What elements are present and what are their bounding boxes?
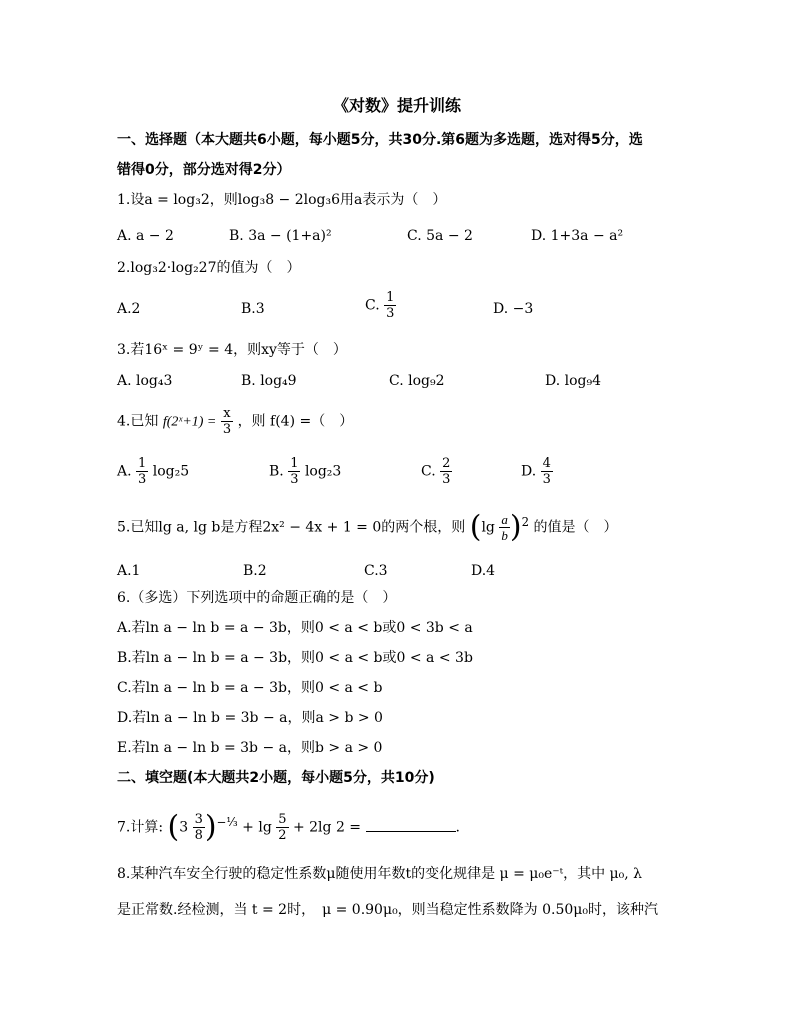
q6-option-d: D.若ln a − ln b = 3b − a，则a > b > 0: [117, 710, 383, 726]
fraction-denominator: 3: [290, 472, 299, 487]
q7-prefix: 7.计算:: [117, 819, 164, 836]
fraction-denominator: 2: [278, 828, 287, 844]
q1-stem: 1.设a = log₃2，则log₃8 − 2log₃6用a表示为（ ）: [117, 192, 447, 208]
q2-option-c-label: C.: [365, 297, 380, 314]
q4-option-a-label: A.: [117, 463, 132, 480]
q2-option-a: A.2: [117, 301, 141, 317]
fraction-numerator: 3: [194, 812, 203, 828]
fraction-denominator: 3: [442, 472, 451, 487]
q4-option-b-tail: log₂3: [304, 463, 342, 480]
q5-option-b: B.2: [243, 563, 267, 579]
fraction-denominator: 8: [194, 828, 203, 844]
fraction-numerator: 5: [278, 812, 287, 828]
q2-option-d: D. −3: [493, 301, 534, 317]
q1-option-a: A. a − 2: [117, 228, 174, 244]
q3-option-b: B. log₄9: [241, 373, 297, 389]
q5-option-d: D.4: [471, 563, 496, 579]
section1-heading-line2: 错得0分，部分选对得2分）: [117, 162, 291, 178]
q7-end: .: [455, 819, 460, 836]
fraction-numerator: a: [501, 512, 508, 528]
q3-option-a: A. log₄3: [117, 373, 173, 389]
q4-option-d: [521, 456, 553, 487]
q3-option-d: D. log₉4: [545, 373, 602, 389]
q6-option-a: A.若ln a − ln b = a − 3b，则0 < a < b或0 < 3b < a: [117, 620, 473, 636]
q4-option-c: [421, 456, 452, 487]
q4-option-b-label: B.: [269, 463, 284, 480]
q6-option-b: B.若ln a − ln b = a − 3b，则0 < a < b或0 < a < 3b: [117, 650, 473, 666]
section1-heading-line1: 一、选择题（本大题共6小题，每小题5分，共30分.第6题为多选题，选对得5分，选: [117, 132, 643, 148]
q4-stem-prefix: 4.已知: [117, 413, 159, 430]
q6-option-c: C.若ln a − ln b = a − 3b，则0 < a < b: [117, 680, 383, 696]
q7-tail: + 2lg 2 =: [292, 819, 362, 836]
q8-line2: 是正常数.经检测，当 t = 2时， μ = 0.90μ₀，则当稳定性系数降为 0.50μ₀时，该种汽: [117, 902, 659, 918]
q3-stem: 3.若16ˣ = 9ʸ = 4，则xy等于（ ）: [117, 342, 347, 358]
q4-option-b: [269, 456, 341, 487]
q7-stem: [117, 809, 460, 845]
fraction-numerator: x: [221, 406, 233, 422]
fraction-denominator: 3: [386, 306, 395, 321]
left-paren-glyph: (: [469, 509, 482, 545]
q7-fraction-2: [276, 812, 288, 843]
q4-option-c-fraction: [440, 456, 452, 487]
q4-option-c-label: C.: [421, 463, 436, 480]
q5-option-c: C.3: [364, 563, 388, 579]
q2-stem: 2.log₃2·log₂27的值为（ ）: [117, 260, 301, 276]
q4-stem-fraction: [221, 406, 233, 437]
q5-stem-fraction: [499, 512, 510, 543]
q5-stem-suffix: 的值是（ ）: [533, 519, 618, 536]
q5-stem: [117, 509, 618, 545]
fraction-denominator: b: [501, 528, 508, 544]
left-paren-glyph: (: [167, 809, 180, 845]
q5-stem-square: 2: [521, 515, 529, 529]
q7-whole: 3: [179, 819, 189, 836]
fraction-numerator: 2: [442, 456, 451, 471]
section2-heading: 二、填空题(本大题共2小题，每小题5分，共10分): [117, 770, 435, 786]
q4-stem: [117, 406, 353, 437]
q1-option-b: B. 3a − (1+a)²: [229, 228, 332, 244]
fraction-numerator: 1: [138, 456, 147, 471]
q8-line1: 8.某种汽车安全行驶的稳定性系数μ随使用年数t的变化规律是 μ = μ₀e⁻ᵗ，其中 μ₀, λ: [117, 866, 643, 882]
q4-option-a: [117, 456, 189, 487]
fraction-denominator: 3: [542, 472, 551, 487]
q4-option-b-fraction: [288, 456, 300, 487]
q7-answer-blank[interactable]: [366, 817, 456, 832]
q7-fraction: [193, 812, 205, 843]
q1-option-d: D. 1+3a − a²: [531, 228, 624, 244]
fraction-numerator: 1: [386, 290, 395, 305]
page-title: 《对数》提升训练: [332, 96, 461, 115]
q6-option-e: E.若ln a − ln b = 3b − a，则b > a > 0: [117, 740, 383, 756]
fraction-numerator: 4: [542, 456, 551, 471]
right-paren-glyph: ): [204, 809, 217, 845]
q4-option-a-fraction: [136, 456, 148, 487]
right-paren-glyph: ): [509, 509, 522, 545]
q4-option-d-fraction: [541, 456, 553, 487]
fraction-denominator: 3: [222, 422, 232, 437]
q4-stem-function: f(2ˣ+1) =: [162, 414, 217, 430]
q4-stem-suffix: ，则 f(4) =（ ）: [237, 413, 354, 430]
q6-stem: 6.（多选）下列选项中的命题正确的是（ ）: [117, 590, 397, 606]
q4-option-d-label: D.: [521, 463, 537, 480]
fraction-denominator: 3: [138, 472, 147, 487]
q1-option-c: C. 5a − 2: [407, 228, 473, 244]
q7-exponent: −⅓: [216, 815, 238, 829]
q3-option-c: C. log₉2: [389, 373, 445, 389]
q2-option-b: B.3: [241, 301, 265, 317]
q5-stem-lg: lg: [481, 519, 495, 536]
fraction-numerator: 1: [290, 456, 299, 471]
q7-mid: + lg: [242, 819, 272, 836]
q5-option-a: A.1: [117, 563, 141, 579]
q5-stem-prefix: 5.已知lg a, lg b是方程2x² − 4x + 1 = 0的两个根，则: [117, 519, 466, 536]
q2-option-c-fraction: [384, 290, 396, 321]
q4-option-a-tail: log₂5: [152, 463, 190, 480]
q2-option-c: [365, 290, 396, 321]
